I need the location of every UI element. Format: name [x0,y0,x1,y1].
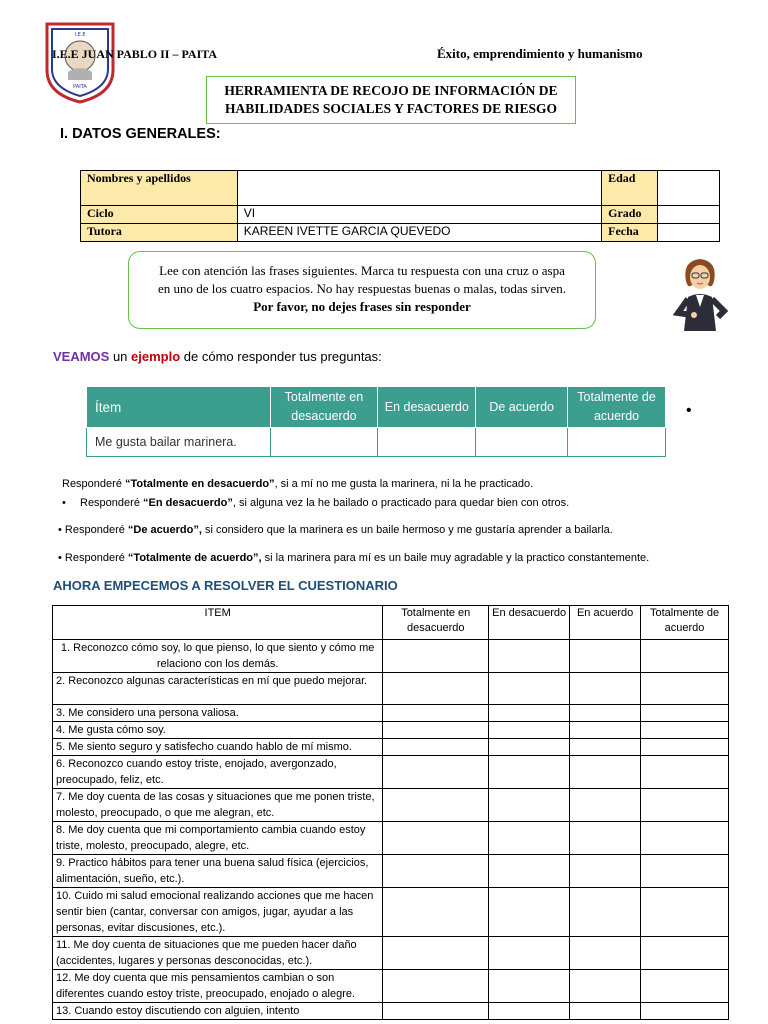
answer-cell[interactable] [383,855,489,888]
edad-field[interactable] [658,171,720,206]
tutora-label: Tutora [81,224,238,242]
question-text: 1. Reconozco cómo soy, lo que pienso, lo que siento y cómo me relaciono con los demás. [53,640,383,673]
table-row [53,822,729,855]
table-row [53,937,729,970]
nombres-label: Nombres y apellidos [81,171,238,206]
explanation-text: Responderé [64,552,128,564]
answer-cell[interactable] [570,937,641,970]
table-row [53,739,729,756]
answer-cell[interactable] [489,756,570,789]
instructions-line-2: en uno de los cuatro espacios. No hay respuestas buenas o malas, todas sirven. [158,281,566,296]
question-text: 5. Me siento seguro y satisfecho cuando hablo de mí mismo. [53,739,383,756]
teacher-illustration-icon [668,255,732,333]
answer-cell[interactable] [383,1003,489,1020]
instructions-line-1: Lee con atención las frases siguientes. Marca tu respuesta con una cruz o aspa [159,263,565,278]
school-name: I.E.E JUAN PABLO II – PAITA [52,47,218,61]
questionnaire-heading: AHORA EMPECEMOS A RESOLVER EL CUESTIONARIO [53,578,398,593]
answer-cell[interactable] [570,640,641,673]
answer-cell[interactable] [570,888,641,937]
answer-cell[interactable] [641,855,729,888]
explanation-text: si la marinera para mí es un baile muy agradable y la practico constantemente. [261,552,650,564]
answer-cell[interactable] [383,705,489,722]
explanation-text: , si alguna vez la he bailado o practicado para quedar bien con otros. [232,497,570,509]
answer-cell[interactable] [489,705,570,722]
explanation-4 [58,551,649,565]
question-text: 13. Cuando estoy discutiendo con alguien, intento [53,1003,383,1020]
grado-field[interactable] [658,206,720,224]
q-header-item: ITEM [53,606,383,640]
answer-cell[interactable] [489,888,570,937]
question-text: 6. Reconozco cuando estoy triste, enojado, avergonzado, preocupado, feliz, etc. [53,756,383,789]
grado-label: Grado [602,206,658,224]
stray-bullet: • [686,402,692,419]
answer-cell[interactable] [570,822,641,855]
explanation-option: “De acuerdo”, [127,524,202,536]
answer-cell[interactable] [383,888,489,937]
answer-cell[interactable] [489,855,570,888]
explanation-text: Responderé [64,524,128,536]
title-line-2: HABILIDADES SOCIALES Y FACTORES DE RIESGO [225,101,557,116]
answer-cell[interactable] [383,739,489,756]
example-header-totalmente-desacuerdo: Totalmente en desacuerdo [270,387,378,428]
explanation-text: Responderé [62,478,125,490]
answer-cell[interactable] [641,673,729,705]
questionnaire-body [53,640,729,1020]
example-row-item: Me gusta bailar marinera. [87,428,271,457]
table-row [53,970,729,1003]
table-row [53,705,729,722]
answer-cell[interactable] [641,722,729,739]
ciclo-field[interactable]: VI [237,206,601,224]
example-header-desacuerdo: En desacuerdo [378,387,476,428]
answer-cell[interactable] [570,789,641,822]
answer-cell[interactable] [570,705,641,722]
q-header-totalmente-acuerdo: Totalmente de acuerdo [641,606,729,640]
answer-cell[interactable] [641,1003,729,1020]
example-header-totalmente-acuerdo: Totalmente de acuerdo [568,387,666,428]
example-table [86,386,666,457]
answer-cell[interactable] [641,789,729,822]
example-answer-cell[interactable] [476,428,568,457]
answer-cell[interactable] [641,640,729,673]
question-text: 10. Cuido mi salud emocional realizando acciones que me hacen sentir bien (cantar, conversar con amigos, jugar, ayudar a las personas, evitar discusiones, etc.). [53,888,383,937]
example-answer-cell[interactable] [378,428,476,457]
answer-cell[interactable] [641,705,729,722]
edad-label: Edad [602,171,658,206]
example-header-acuerdo: De acuerdo [476,387,568,428]
explanation-text: si considero que la marinera es un baile hermoso y me gustaría aprender a bailarla. [201,524,613,536]
explanation-1 [62,477,533,491]
q-header-acuerdo: En acuerdo [570,606,641,640]
explanation-option: “Totalmente en desacuerdo” [125,478,275,490]
explanation-3 [58,523,613,537]
section-heading-datos-generales: I. DATOS GENERALES: [60,126,221,142]
explanation-option: “Totalmente de acuerdo”, [127,552,262,564]
answer-cell[interactable] [570,739,641,756]
q-header-desacuerdo: En desacuerdo [489,606,570,640]
answer-cell[interactable] [570,722,641,739]
answer-cell[interactable] [383,640,489,673]
answer-cell[interactable] [489,722,570,739]
answer-cell[interactable] [641,756,729,789]
answer-cell[interactable] [489,1003,570,1020]
answer-cell[interactable] [641,937,729,970]
answer-cell[interactable] [383,789,489,822]
veamos-rest: de cómo responder tus preguntas: [180,349,382,364]
ciclo-label: Ciclo [81,206,238,224]
example-answer-cell[interactable] [270,428,378,457]
table-row [53,855,729,888]
un-word: un [109,349,132,364]
answer-cell[interactable] [489,822,570,855]
fecha-label: Fecha [602,224,658,242]
table-row [53,673,729,705]
question-text: 8. Me doy cuenta que mi comportamiento cambia cuando estoy triste, molesto, preocupado, alegre, etc. [53,822,383,855]
answer-cell[interactable] [489,970,570,1003]
table-row [53,888,729,937]
school-crest-logo [43,20,117,104]
question-text: 9. Practico hábitos para tener una buena salud física (ejercicios, alimentación, sueño, etc.). [53,855,383,888]
question-text: 2. Reconozco algunas características en mí que puedo mejorar. [53,673,383,705]
bullet: • [58,524,62,536]
veamos-word: VEAMOS [53,349,110,364]
questionnaire-table [52,605,729,1020]
answer-cell[interactable] [641,888,729,937]
table-row [53,756,729,789]
table-row [53,722,729,739]
answer-cell[interactable] [489,640,570,673]
answer-cell[interactable] [383,673,489,705]
question-text: 3. Me considero una persona valiosa. [53,705,383,722]
instructions-box [128,251,596,329]
answer-cell[interactable] [489,739,570,756]
question-text: 7. Me doy cuenta de las cosas y situaciones que me ponen triste, molesto, preocupado, o que me alegran, etc. [53,789,383,822]
table-row [53,789,729,822]
example-answer-cell[interactable] [568,428,666,457]
answer-cell[interactable] [489,789,570,822]
explanation-text: , si a mí no me gusta la marinera, ni la he practicado. [274,478,534,490]
nombres-field[interactable] [237,171,601,206]
question-text: 4. Me gusta cómo soy. [53,722,383,739]
question-text: 11. Me doy cuenta de situaciones que me pueden hacer daño (accidentes, lugares y personas desconocidas, etc.). [53,937,383,970]
svg-text:I.E.E: I.E.E [74,32,86,38]
school-motto: Éxito, emprendimiento y humanismo [437,46,643,61]
tutora-field[interactable]: KAREEN IVETTE GARCIA QUEVEDO [237,224,601,242]
answer-cell[interactable] [383,722,489,739]
answer-cell[interactable] [489,673,570,705]
q-header-totalmente-desacuerdo: Totalmente en desacuerdo [383,606,489,640]
answer-cell[interactable] [383,970,489,1003]
answer-cell[interactable] [641,822,729,855]
table-row [53,640,729,673]
explanation-option: “En desacuerdo” [143,497,233,509]
datos-generales-table [80,170,720,242]
bullet: • [62,497,66,509]
answer-cell[interactable] [570,970,641,1003]
fecha-field[interactable] [658,224,720,242]
explanation-2 [62,496,569,510]
answer-cell[interactable] [383,937,489,970]
question-text: 12. Me doy cuenta que mis pensamientos cambian o son diferentes cuando estoy triste, preocupado, enojado o alegre. [53,970,383,1003]
example-header-item: Ítem [87,387,271,428]
answer-cell[interactable] [383,756,489,789]
instructions-line-3: Por favor, no dejes frases sin responder [253,299,471,314]
answer-cell[interactable] [641,970,729,1003]
title-line-1: HERRAMIENTA DE RECOJO DE INFORMACIÓN DE [224,83,558,98]
table-row [53,1003,729,1020]
answer-cell[interactable] [641,739,729,756]
bullet: • [58,552,62,564]
answer-cell[interactable] [570,756,641,789]
example-intro-line [53,349,382,364]
answer-cell[interactable] [570,1003,641,1020]
answer-cell[interactable] [570,673,641,705]
answer-cell[interactable] [570,855,641,888]
ejemplo-word: ejemplo [131,349,181,364]
svg-text:PAITA: PAITA [73,84,87,90]
answer-cell[interactable] [383,822,489,855]
document-title [206,76,576,124]
answer-cell[interactable] [489,937,570,970]
explanation-text: Responderé [80,497,143,509]
